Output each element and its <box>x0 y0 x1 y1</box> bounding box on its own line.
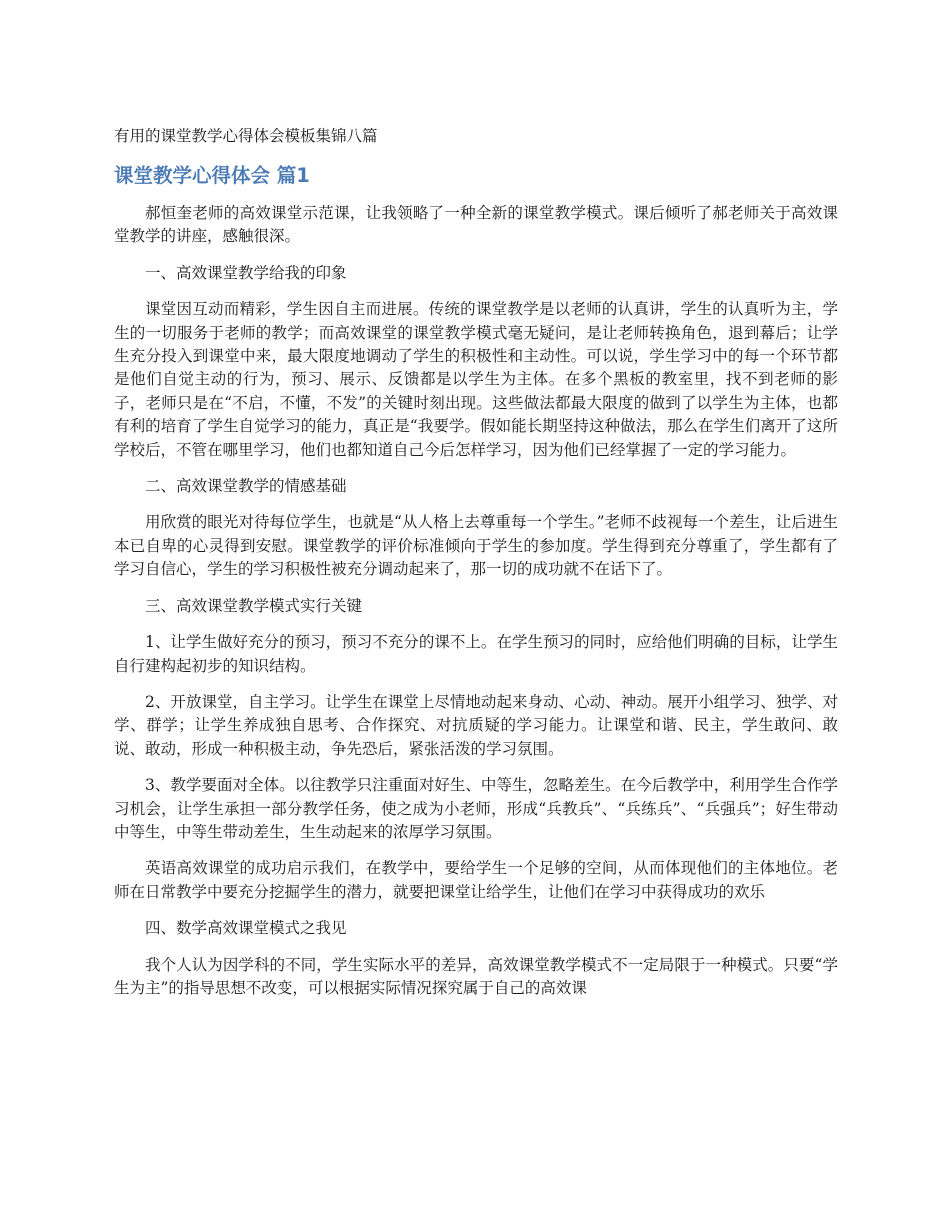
document-page <box>114 124 838 1013</box>
paragraph-intro: 郝恒奎老师的高效课堂示范课，让我领略了一种全新的课堂教学模式。课后倾听了郝老师关于高效课堂教学的讲座，感触很深。 <box>114 204 838 246</box>
subheading-key-points: 三、高效课堂教学模式实行关键 <box>145 596 363 615</box>
paragraph-impression: 课堂因互动而精彩，学生因自主而进展。传统的课堂教学是以老师的认真讲，学生的认真听为主，学生的一切服务于老师的教学；而高效课堂的课堂教学模式毫无疑问，是让老师转换角色，退到幕后；让学生充分投入到课堂中来，最大限度地调动了学生的积极性和主动性。可以说，学生学习中的每一个环节都是他们自觉主动的行为，预习、展示、反馈都是以学生为主体。在多个黑板的教室里，找不到老师的影子，老师只是在“不启，不懂，不发”的关键时刻出现。这些做法都最大限度的做到了以学生为主体，也都有利的培育了学生自觉学习的能力，真正是“我要学。假如能长期坚持这种做法，那么在学生们离开了这所学校后，不管在哪里学习，他们也都知道自己今后怎样学习，因为他们已经掌握了一定的学习能力。 <box>114 300 838 459</box>
paragraph-key-point-1: 1、让学生做好充分的预习，预习不充分的课不上。在学生预习的同时，应给他们明确的目标，让学生自行建构起初步的知识结构。 <box>114 633 838 675</box>
paragraph-key-point-2: 2、开放课堂，自主学习。让学生在课堂上尽情地动起来身动、心动、神动。展开小组学习、独学、对学、群学；让学生养成独自思考、合作探究、对抗质疑的学习能力。让课堂和谐、民主，学生敢问、敢说、敢动，形成一种积极主动，争先恐后，紧张活泼的学习氛围。 <box>114 692 838 758</box>
paragraph-english-inspiration: 英语高效课堂的成功启示我们，在教学中，要给学生一个足够的空间，从而体现他们的主体地位。老师在日常教学中要充分挖掘学生的潜力，就要把课堂让给学生，让他们在学习中获得成功的欢乐 <box>114 859 838 901</box>
section-heading: 课堂教学心得体会 篇1 <box>114 164 310 187</box>
paragraph-math-view: 我个人认为因学科的不同，学生实际水平的差异，高效课堂教学模式不一定局限于一种模式。只要“学生为主”的指导思想不改变，可以根据实际情况探究属于自己的高效课 <box>114 955 838 997</box>
subheading-emotional-basis: 二、高效课堂教学的情感基础 <box>145 477 347 496</box>
paragraph-key-point-3: 3、教学要面对全体。以往教学只注重面对好生、中等生，忽略差生。在今后教学中，利用学生合作学习机会，让学生承担一部分教学任务，使之成为小老师，形成“兵教兵”、“兵练兵”、“兵强兵”；好生带动中等生，中等生带动差生，生生动起来的浓厚学习氛围。 <box>114 776 838 841</box>
subheading-math-view: 四、数学高效课堂模式之我见 <box>145 919 347 938</box>
subheading-impression: 一、高效课堂教学给我的印象 <box>145 263 347 282</box>
paragraph-emotional-basis: 用欣赏的眼光对待每位学生，也就是“从人格上去尊重每一个学生。”老师不歧视每一个差生，让后进生本已自卑的心灵得到安慰。课堂教学的评价标准倾向于学生的参加度。学生得到充分尊重了，学生都有了学习自信心，学生的学习积极性被充分调动起来了，那一切的成功就不在话下了。 <box>114 513 838 579</box>
document-title: 有用的课堂教学心得体会模板集锦八篇 <box>114 127 378 145</box>
